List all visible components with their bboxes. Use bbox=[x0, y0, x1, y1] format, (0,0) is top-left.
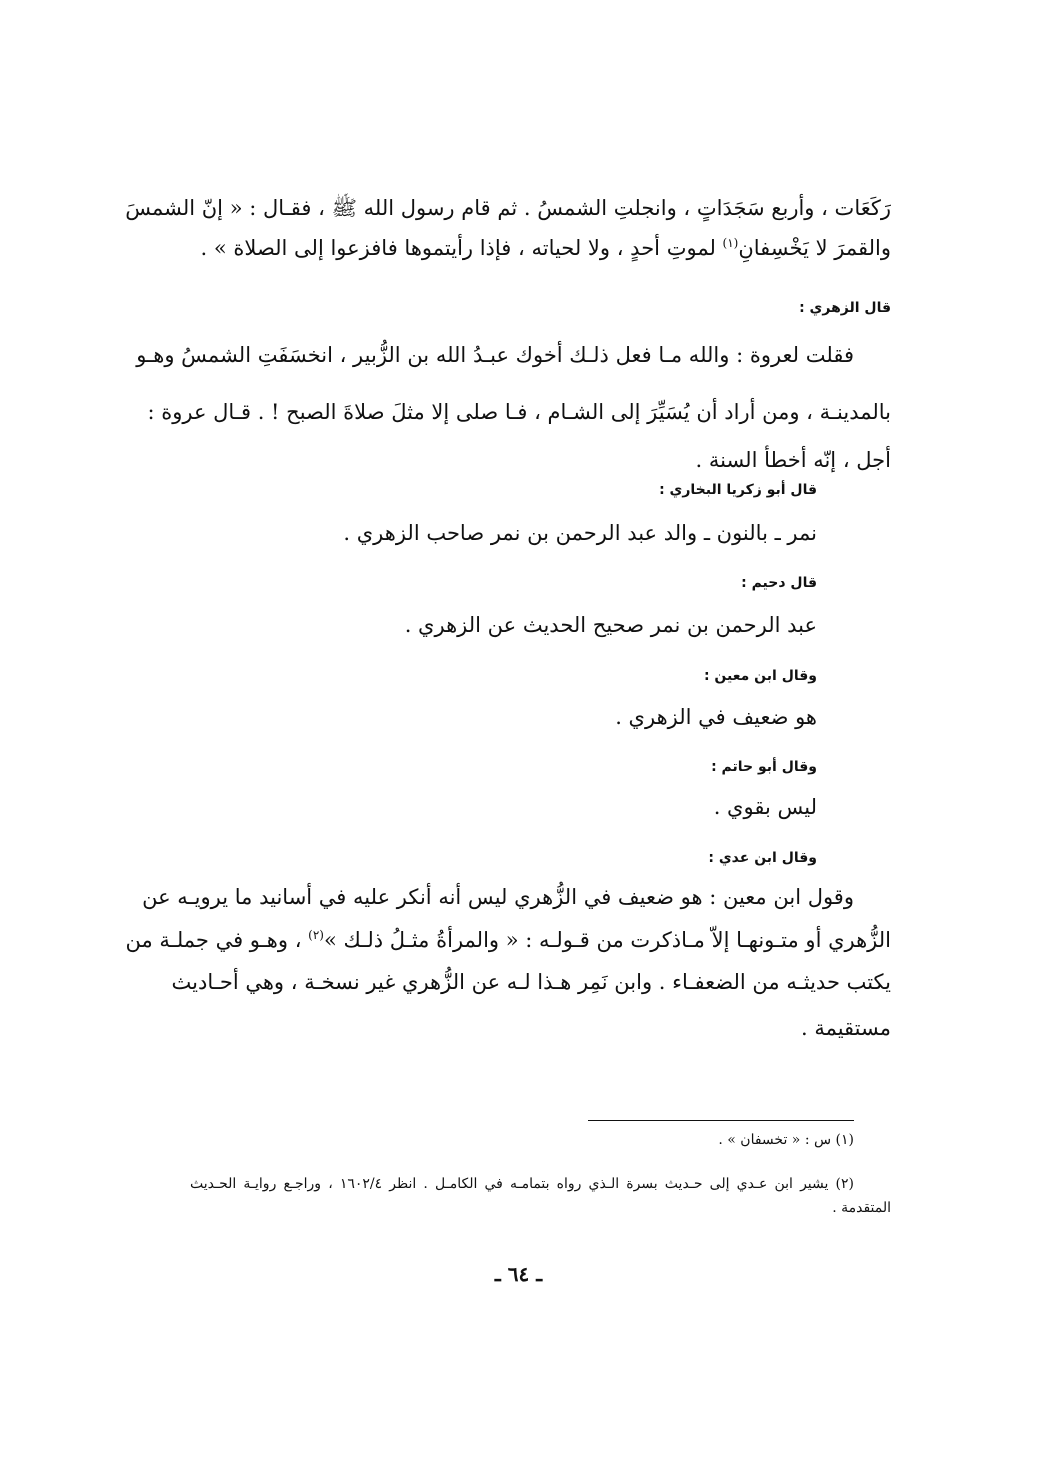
footnote-2-line-2: المتقدمة . bbox=[832, 1200, 891, 1216]
footnote-separator bbox=[588, 1120, 854, 1121]
heading-ibn-adi: وقال ابن عدي : bbox=[708, 850, 817, 866]
heading-abu-zakariya: قال أبو زكريا البخاري : bbox=[659, 482, 817, 498]
line-nimr: نمر ـ بالنون ـ والد عبد الرحمن بن نمر صاحب الزهري . bbox=[343, 521, 817, 545]
page-number: ـ ٦٤ ـ bbox=[494, 1262, 543, 1286]
paragraph-1-line-1: رَكَعَات ، وأربع سَجَدَاتٍ ، وانجلتِ الشمسُ . ثم قام رسول الله ﷺ ، فقـال : « إنّ الشمسَ bbox=[125, 196, 891, 220]
footnote-ref-1: (١) bbox=[722, 236, 739, 250]
paragraph-3-line-4: مستقيمة . bbox=[800, 1016, 891, 1040]
paragraph-3-line-3: يكتب حديثـه من الضعفـاء . وابن نَمِر هـذا لـه عن الزُّهري غير نسخـة ، وهي أحـاديث bbox=[171, 970, 891, 994]
footnote-1: (١) س : « تخسفان » . bbox=[718, 1132, 854, 1148]
footnote-ref-2: (٢) bbox=[308, 928, 324, 942]
heading-abu-hatim: وقال أبو حاتم : bbox=[711, 759, 817, 775]
line-hatim: ليس بقوي . bbox=[713, 795, 817, 819]
heading-zuhri: قال الزهري : bbox=[799, 300, 891, 316]
paragraph-3-line-1: وقول ابن معين : هو ضعيف في الزُّهري ليس أنه أنكر عليه في أسانيد ما يرويـه عن bbox=[142, 885, 854, 909]
line-duhaym: عبد الرحمن بن نمر صحيح الحديث عن الزهري . bbox=[404, 613, 817, 637]
heading-ibn-maeen: وقال ابن معين : bbox=[703, 668, 817, 684]
paragraph-2-line-2: بالمدينـة ، ومن أراد أن يُسَيِّرَ إلى الشـام ، فـا صلى إلا مثلَ صلاةَ الصبح ! . قـال عروة : bbox=[147, 400, 891, 424]
paragraph-1-line-2-start: والقمرَ لا يَخْسِفانِ bbox=[738, 236, 891, 260]
paragraph-2-line-1: فقلت لعروة : والله مـا فعل ذلـك أخوك عبـدُ الله بن الزُّبير ، انخسَفَتِ الشمسُ وهـو bbox=[136, 343, 854, 367]
paragraph-3-line-2-start: الزُّهري أو متـونهـا إلاّ مـاذكرت من قـولـه : « والمرأةُ مثـلُ ذلـك » bbox=[323, 928, 891, 952]
line-maeen: هو ضعيف في الزهري . bbox=[615, 705, 817, 729]
heading-duhaym: قال دحيم : bbox=[741, 575, 817, 591]
paragraph-3-line-2-end: ، وهـو في جملـة من bbox=[125, 928, 309, 952]
paragraph-3-line-2 bbox=[125, 928, 891, 952]
footnote-2-line-1: (٢) يشير ابن عـدي إلى حـديث بسرة الـذي رواه بتمامـه في الكامـل . انظر ١٦٠٢/٤ ، وراجـع روايـة الحـديث bbox=[190, 1176, 854, 1192]
paragraph-1-line-2-end: لموتِ أحدٍ ، ولا لحياته ، فإذا رأيتموها فافزعوا إلى الصلاة » . bbox=[200, 236, 723, 260]
paragraph-1-line-2 bbox=[201, 236, 891, 260]
paragraph-2-line-3: أجل ، إنّه أخطأ السنة . bbox=[695, 448, 891, 472]
